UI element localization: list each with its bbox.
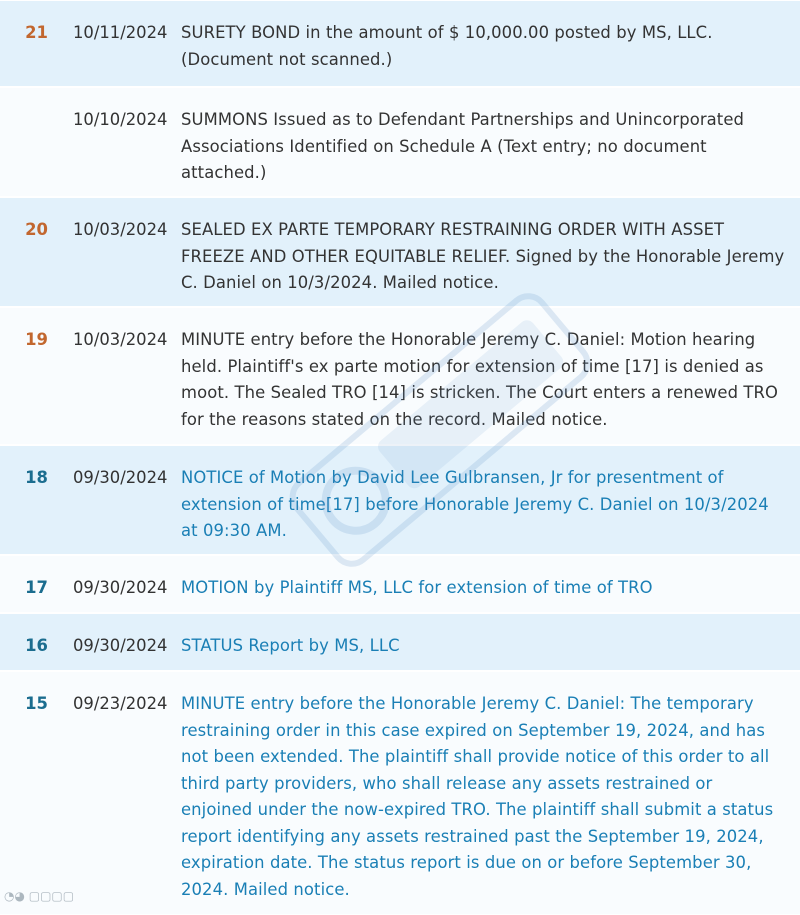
docket-row <box>0 446 800 556</box>
entry-number[interactable]: 16 <box>25 636 48 655</box>
entry-text-link[interactable]: NOTICE of Motion by David Lee Gulbransen, Jr for presentment of extension of time[17] before Honorable Jeremy C. Daniel on 10/3/2024 at 09:30 AM. <box>181 468 769 540</box>
entry-number[interactable]: 17 <box>25 578 48 597</box>
entry-number[interactable]: 15 <box>25 694 48 713</box>
entry-text-link[interactable]: MINUTE entry before the Honorable Jeremy C. Daniel: The temporary restraining order in this case expired on September 19, 2024, and has not been extended. The plaintiff shall provide notice of this order to all third party providers, who shall release any assets restrained or enjoined under the now-expired TRO. The plaintiff shall submit a status report identifying any assets restrained past the September 19, 2024, expiration date. The status report is due on or before September 30, 2024. Mailed notice. <box>181 694 774 899</box>
entry-date: 10/03/2024 <box>73 330 168 349</box>
entry-date: 10/03/2024 <box>73 220 168 239</box>
entry-text: SEALED EX PARTE TEMPORARY RESTRAINING ORDER WITH ASSET FREEZE AND OTHER EQUITABLE RELIEF. Signed by the Honorable Jeremy C. Daniel on 10/3/2024. Mailed notice. <box>181 220 785 292</box>
docket-row <box>0 308 800 446</box>
entry-date: 09/23/2024 <box>73 694 168 713</box>
entry-text: SURETY BOND in the amount of $ 10,000.00 posted by MS, LLC. (Document not scanned.) <box>181 23 713 69</box>
docket-row <box>0 198 800 308</box>
entry-date: 10/11/2024 <box>73 23 168 42</box>
entry-number <box>0 88 73 196</box>
entry-date: 09/30/2024 <box>73 636 168 655</box>
entry-date: 10/10/2024 <box>73 110 168 129</box>
docket-row <box>0 556 800 614</box>
entry-date: 09/30/2024 <box>73 578 168 597</box>
entry-number[interactable]: 21 <box>25 23 48 42</box>
entry-number[interactable]: 19 <box>25 330 48 349</box>
corner-watermark-icon: ◔◕ ▢▢▢▢ <box>4 889 75 903</box>
entry-text-link[interactable]: STATUS Report by MS, LLC <box>181 636 400 655</box>
docket-row <box>0 614 800 672</box>
entry-text-link[interactable]: MOTION by Plaintiff MS, LLC for extension of time of TRO <box>181 578 653 597</box>
docket-row <box>0 1 800 88</box>
docket-row <box>0 88 800 198</box>
entry-text: SUMMONS Issued as to Defendant Partnerships and Unincorporated Associations Identified on Schedule A (Text entry; no document attached.) <box>181 110 745 182</box>
docket-row <box>0 672 800 915</box>
entry-number[interactable]: 20 <box>25 220 48 239</box>
entry-text: MINUTE entry before the Honorable Jeremy C. Daniel: Motion hearing held. Plaintiff's ex parte motion for extension of time [17] is denied as moot. The Sealed TRO [14] is stricken. The Court enters a renewed TRO for the reasons stated on the record. Mailed notice. <box>181 330 778 429</box>
entry-date: 09/30/2024 <box>73 468 168 487</box>
entry-number[interactable]: 18 <box>25 468 48 487</box>
